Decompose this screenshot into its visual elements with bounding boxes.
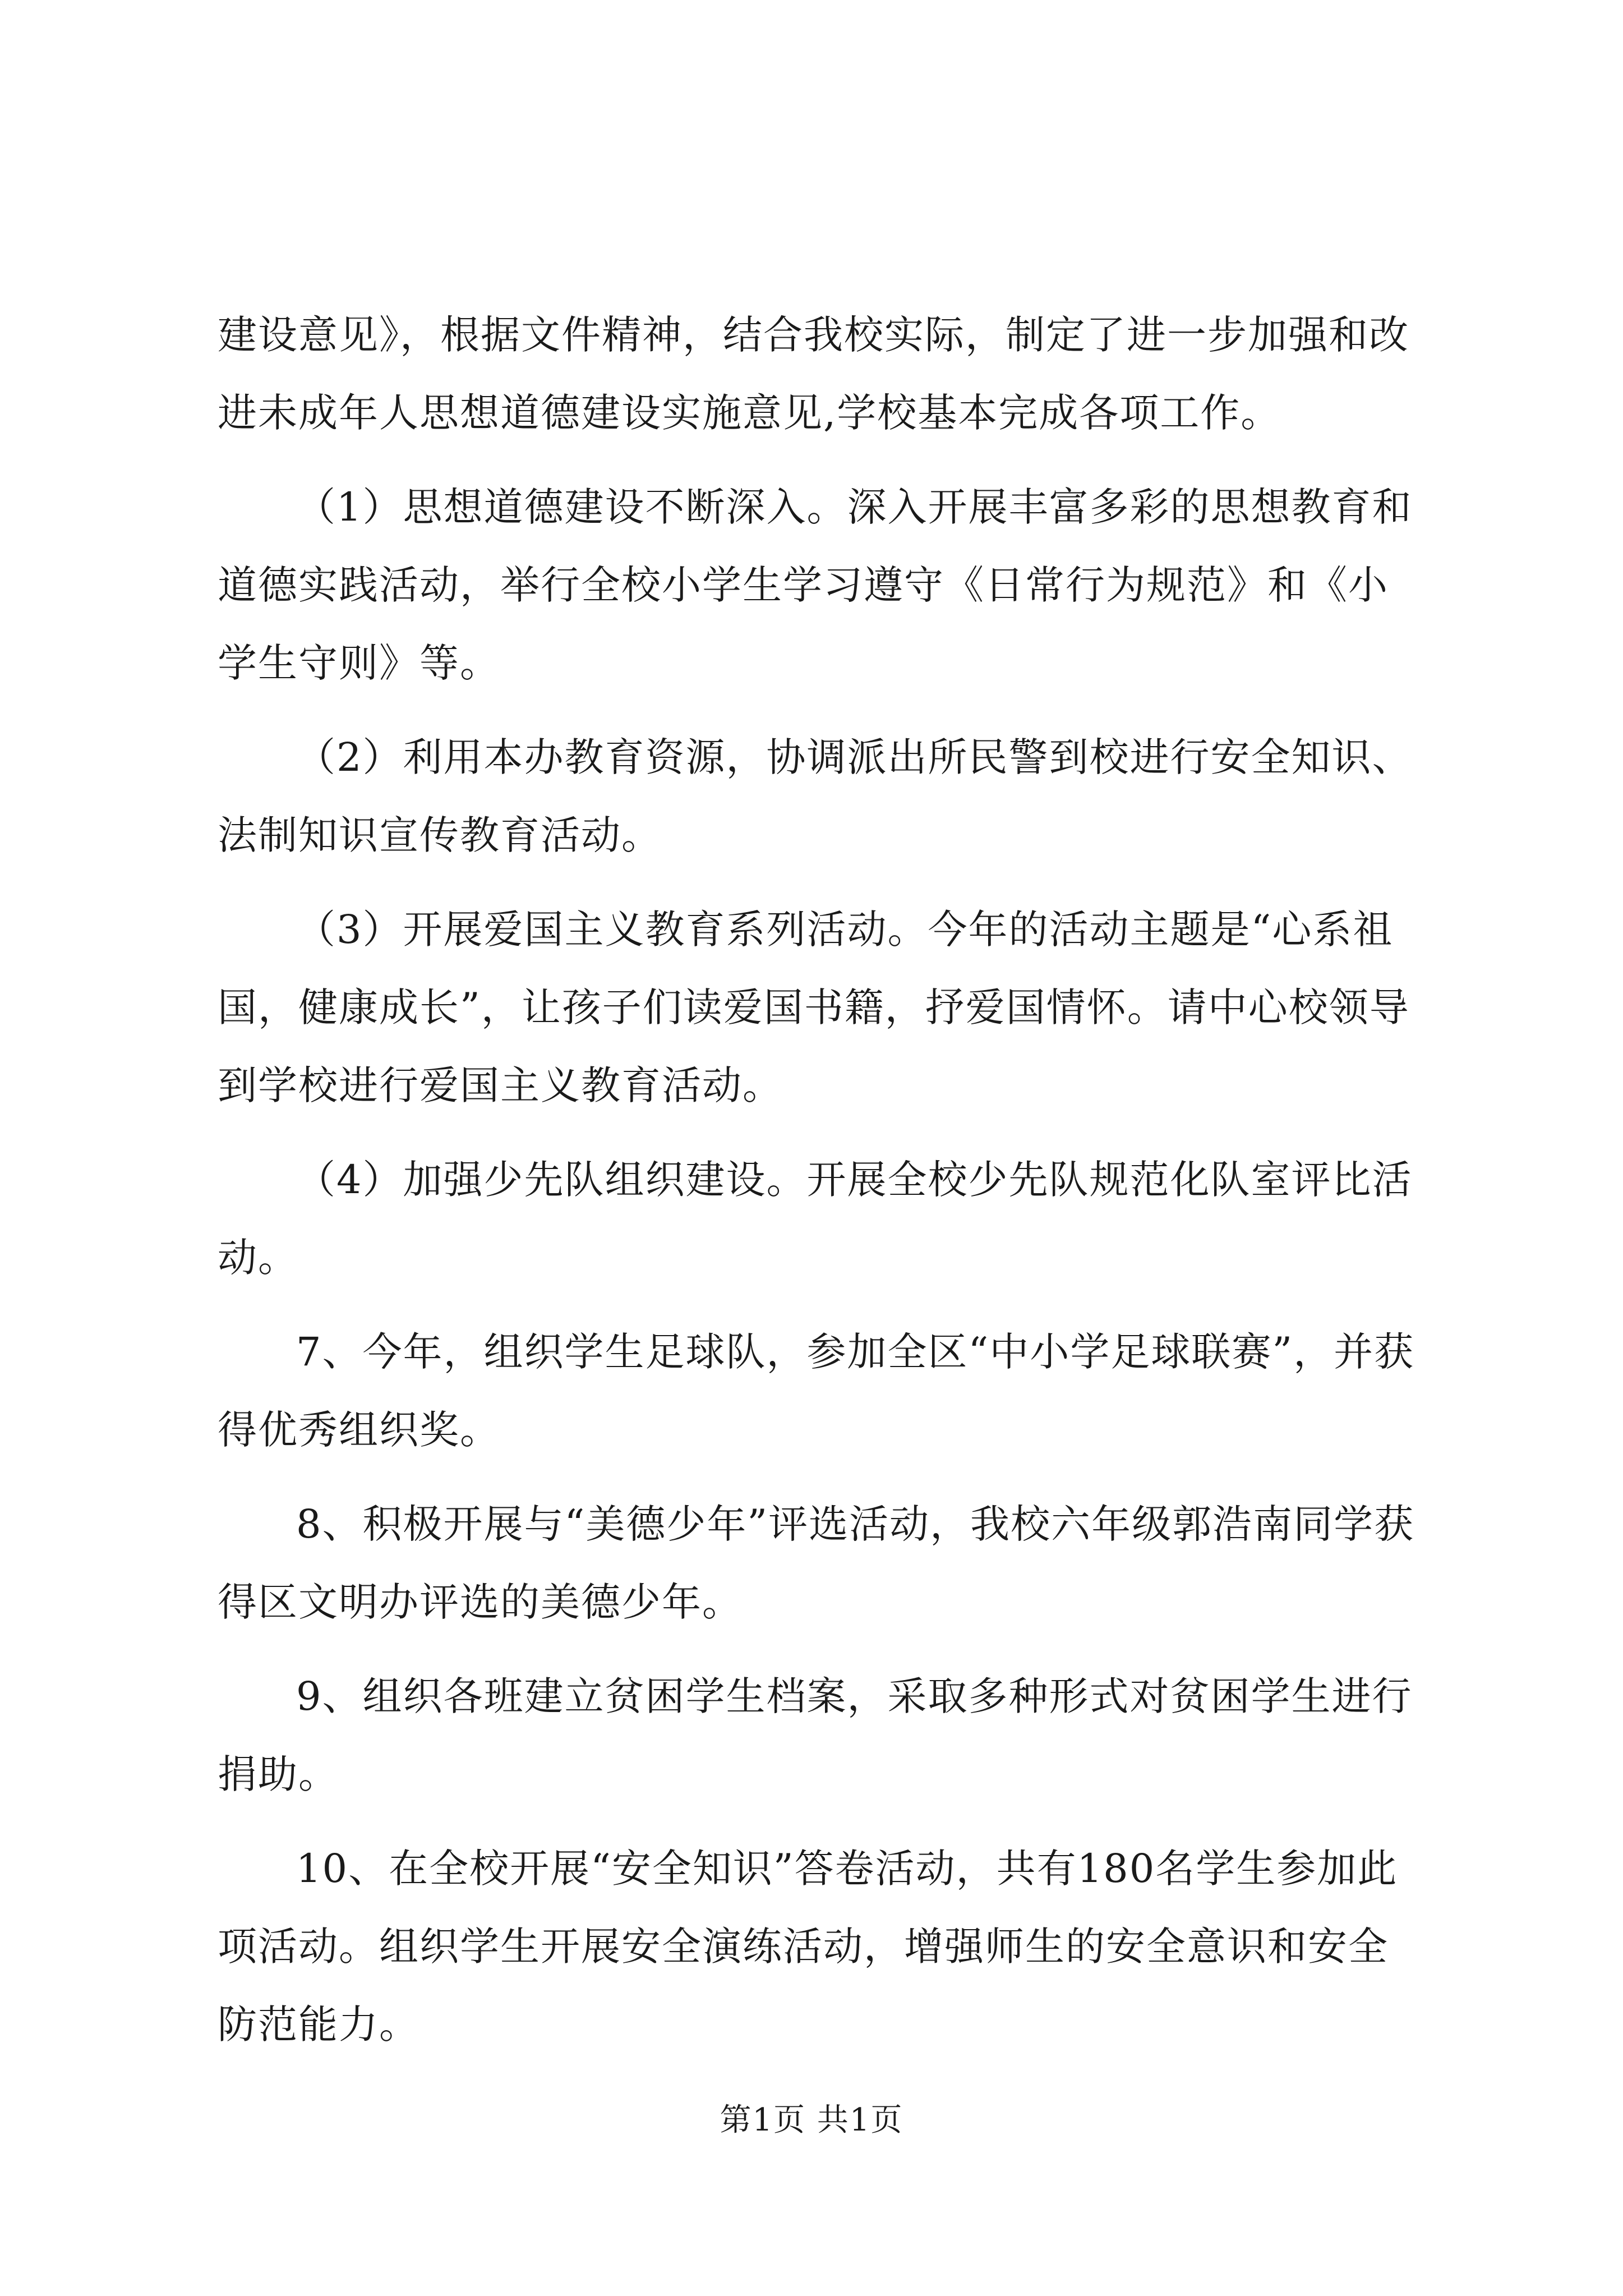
page-footer bbox=[0, 2101, 1623, 2140]
paragraph-1: 建设意见》，根据文件精神，结合我校实际，制定了进一步加强和改进未成年人思想道德建设实施意见,学校基本完成各项工作。 bbox=[218, 312, 1409, 436]
paragraph-9: 10、在全校开展“安全知识”答卷活动，共有180名学生参加此项活动。组织学生开展安全演练活动，增强师生的安全意识和安全防范能力。 bbox=[218, 1846, 1398, 2047]
paragraph-6: 7、今年，组织学生足球队，参加全区“中小学足球联赛”，并获得优秀组织奖。 bbox=[218, 1329, 1415, 1453]
paragraph-4: （3）开展爱国主义教育系列活动。今年的活动主题是“心系祖国，健康成长”，让孩子们读爱国书籍，抒爱国情怀。请中心校领导到学校进行爱国主义教育活动。 bbox=[218, 907, 1410, 1108]
paragraph-2: （1）思想道德建设不断深入。深入开展丰富多彩的思想教育和道德实践活动，举行全校小学生学习遵守《日常行为规范》和《小学生守则》等。 bbox=[218, 484, 1413, 686]
paragraph-7: 8、积极开展与“美德少年”评选活动，我校六年级郭浩南同学获得区文明办评选的美德少年。 bbox=[218, 1501, 1415, 1625]
paragraph-5: （4）加强少先队组织建设。开展全校少先队规范化队室评比活动。 bbox=[218, 1157, 1413, 1281]
paragraph-8: 9、组织各班建立贫困学生档案，采取多种形式对贫困学生进行捐助。 bbox=[218, 1673, 1413, 1797]
document-body bbox=[218, 296, 1418, 2080]
page-number-label: 第1页 共1页 bbox=[720, 2102, 903, 2138]
paragraph-3: （2）利用本办教育资源，协调派出所民警到校进行安全知识、法制知识宣传教育活动。 bbox=[218, 734, 1413, 858]
